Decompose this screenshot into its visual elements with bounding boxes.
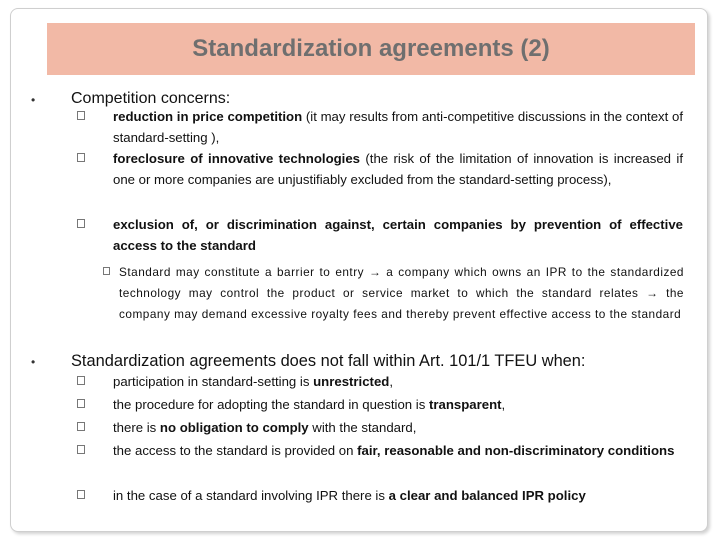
barrier-note xyxy=(103,262,684,326)
checkbox-bullet-icon xyxy=(77,490,85,499)
condition-text: participation in standard-setting is xyxy=(113,374,314,389)
barrier-note-text: Standard may constitute a barrier to entry → a company which owns an IPR to the standardized technology may control the product or service market to which the standard relates → the company may demand excessive royalty fees and thereby prevent effective access to the standard xyxy=(119,265,684,322)
checkbox-bullet-icon xyxy=(77,111,85,120)
condition-bold: fair, reasonable and non-discriminatory conditions xyxy=(357,443,675,458)
checkbox-bullet-icon xyxy=(77,445,85,454)
concern-item xyxy=(83,107,683,148)
slide xyxy=(10,8,708,532)
condition-item xyxy=(83,441,683,462)
condition-text: the procedure for adopting the standard in question is xyxy=(113,397,429,412)
condition-text: in the case of a standard involving IPR there is xyxy=(113,488,389,503)
condition-text: the access to the standard is provided on xyxy=(113,443,358,458)
condition-item xyxy=(83,395,683,416)
checkbox-bullet-icon xyxy=(77,219,85,228)
concern-lead: foreclosure of innovative technologies xyxy=(113,151,361,166)
competition-heading: Competition concerns: xyxy=(71,90,231,107)
condition-text: , xyxy=(501,397,506,412)
condition-item xyxy=(83,372,683,393)
concern-item xyxy=(83,215,683,256)
checkbox-bullet-icon xyxy=(77,422,85,431)
exemption-heading: Standardization agreements does not fall within Art. 101/1 TFEU when: xyxy=(71,352,586,370)
checkbox-bullet-icon xyxy=(77,153,85,162)
checkbox-bullet-icon xyxy=(103,267,110,275)
bullet-dot-icon: • xyxy=(31,355,36,369)
bullet-dot-icon: • xyxy=(31,93,36,107)
concern-lead: exclusion of, or discrimination against, certain companies by prevention of effective access to the standard xyxy=(113,217,683,253)
concern-rest: (the risk of the limitation of innovation is increased if one or more companies are unjustifiably excluded from the standard-setting process), xyxy=(113,151,683,187)
slide-title: Standardization agreements (2) xyxy=(192,35,550,62)
condition-bold: unrestricted xyxy=(313,374,390,389)
condition-bold: no obligation to comply xyxy=(159,420,309,435)
title-bar xyxy=(47,23,695,75)
condition-text: , xyxy=(389,374,394,389)
checkbox-bullet-icon xyxy=(77,376,85,385)
condition-text: with the standard, xyxy=(308,420,417,435)
condition-bold: a clear and balanced IPR policy xyxy=(388,488,586,503)
condition-text: there is xyxy=(113,420,160,435)
concern-rest: (it may results from anti-competitive discussions in the context of standard-setting ), xyxy=(113,109,683,145)
condition-bold: transparent xyxy=(428,397,502,412)
checkbox-bullet-icon xyxy=(77,399,85,408)
condition-item xyxy=(83,418,683,439)
condition-item xyxy=(83,486,683,507)
concern-item xyxy=(83,149,683,190)
concern-lead: reduction in price competition xyxy=(113,109,303,124)
